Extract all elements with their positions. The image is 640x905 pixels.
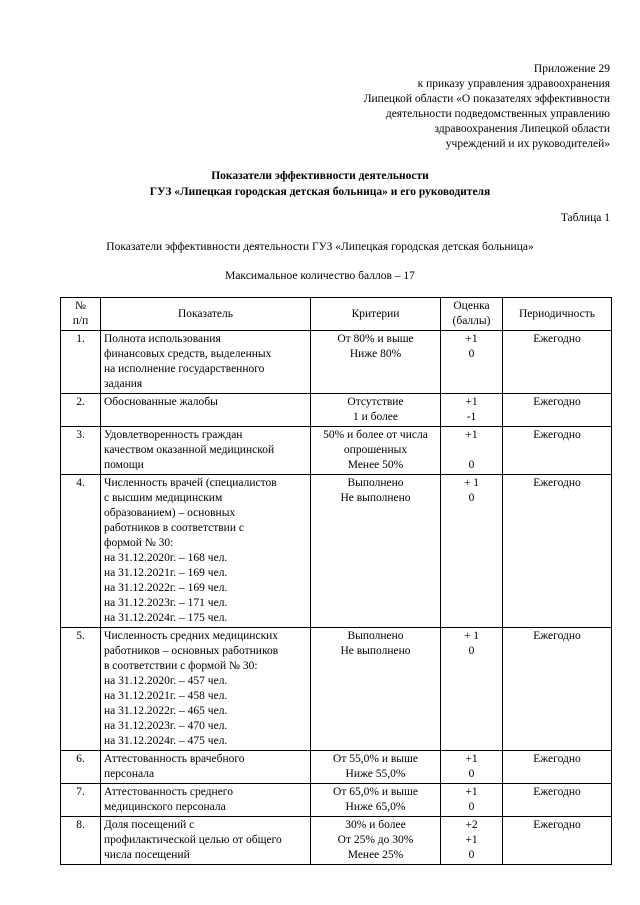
score-line: +1 [465,396,478,408]
criteria-cell [311,751,441,784]
indicator-line: на 31.12.2020г. – 168 чел. [104,552,228,564]
period-cell: Ежегодно [503,628,612,751]
table-row [61,331,612,394]
indicator-line: на 31.12.2023г. – 171 чел. [104,597,228,609]
indicator-cell [101,427,311,475]
table-header-row [61,298,612,331]
criteria-line: От 55,0% и выше [333,753,418,765]
period-cell: Ежегодно [503,427,612,475]
criteria-cell [311,784,441,817]
table-row [61,394,612,427]
score-line: +1 [465,429,478,441]
appendix-header [280,62,610,152]
criteria-line: Не выполнено [340,645,411,657]
score-line: +1 [465,834,478,846]
appendix-line: Липецкой области «О показателях эффективности [363,93,610,105]
score-line [444,443,499,458]
indicator-line: Аттестованность среднего [104,786,233,798]
indicator-line: Удовлетворенность граждан [104,429,243,441]
criteria-cell [311,427,441,475]
score-line: +2 [465,819,478,831]
indicator-line: образованием) – основных [104,507,236,519]
indicator-cell [101,628,311,751]
header-num-line1: № [75,300,86,312]
table-row [61,751,612,784]
indicators-table [60,297,612,865]
indicator-line: качеством оказанной медицинской [104,444,275,456]
score-cell [441,751,503,784]
criteria-line: От 25% до 30% [337,834,414,846]
criteria-line: Менее 50% [347,459,404,471]
indicator-line: Аттестованность врачебного [104,753,245,765]
indicator-line: задания [104,378,143,390]
indicator-line: формой № 30: [104,537,174,549]
period-cell: Ежегодно [503,751,612,784]
criteria-line: Ниже 65,0% [345,801,406,813]
header-num-line2: п/п [72,315,89,327]
indicator-line: финансовых средств, выделенных [104,348,272,360]
indicator-line: на 31.12.2022г. – 169 чел. [104,582,228,594]
appendix-line: учреждений и их руководителей» [445,138,610,150]
criteria-line: Не выполнено [340,492,411,504]
row-number: 3. [61,427,101,475]
max-score: Максимальное количество баллов – 17 [225,270,415,282]
indicator-line: на 31.12.2021г. – 458 чел. [104,690,228,702]
period-cell: Ежегодно [503,475,612,628]
indicator-line: персонала [104,768,155,780]
indicator-line: на 31.12.2024г. – 475 чел. [104,735,228,747]
header-criteria: Критерии [311,298,441,331]
criteria-line: 50% и более от числа [323,429,428,441]
header-score [441,298,503,331]
score-line: + 1 [463,630,480,642]
score-line: + 1 [463,477,480,489]
indicator-line: Полнота использования [104,333,221,345]
score-line: 0 [468,492,475,504]
score-line: +1 [465,753,478,765]
header-period: Периодичность [503,298,612,331]
indicator-line: в соответствии с формой № 30: [104,660,258,672]
score-line: 0 [468,459,475,471]
indicator-line: на 31.12.2021г. – 169 чел. [104,567,228,579]
appendix-line: к приказу управления здравоохранения [417,78,610,90]
row-number: 1. [61,331,101,394]
score-line: 0 [468,849,475,861]
table-row [61,475,612,628]
criteria-line: Менее 25% [347,849,404,861]
indicator-line: числа посещений [104,849,190,861]
indicator-line: на 31.12.2023г. – 470 чел. [104,720,228,732]
row-number: 8. [61,817,101,865]
table-row [61,817,612,865]
indicator-cell [101,394,311,427]
indicator-line: на 31.12.2020г. – 457 чел. [104,675,228,687]
indicator-line: Численность врачей (специалистов [104,477,277,489]
criteria-cell [311,628,441,751]
criteria-cell [311,475,441,628]
header-score-line2: (баллы) [452,315,491,327]
score-cell [441,394,503,427]
criteria-cell [311,817,441,865]
criteria-line: От 80% и выше [337,333,414,345]
score-line: +1 [465,333,478,345]
header-indicator: Показатель [101,298,311,331]
indicator-line: Численность средних медицинских [104,630,279,642]
indicator-line: медицинского персонала [104,801,226,813]
table-row [61,784,612,817]
criteria-line: От 65,0% и выше [333,786,418,798]
appendix-line: деятельности подведомственных управлению [385,108,610,120]
criteria-line: Выполнено [347,477,404,489]
indicator-line: на исполнение государственного [104,363,265,375]
indicator-line: профилактической целью от общего [104,834,282,846]
score-cell [441,331,503,394]
table-row [61,427,612,475]
indicator-cell [101,475,311,628]
indicator-cell [101,331,311,394]
score-line: 0 [468,801,475,813]
criteria-line: Ниже 55,0% [345,768,406,780]
score-line: +1 [465,786,478,798]
title-line-2: ГУЗ «Липецкая городская детская больница» и его руководителя [149,186,491,198]
row-number: 5. [61,628,101,751]
appendix-line: Приложение 29 [533,63,610,75]
indicator-line: Обоснованные жалобы [104,396,218,408]
period-cell: Ежегодно [503,394,612,427]
score-cell [441,817,503,865]
indicator-cell [101,784,311,817]
score-cell [441,427,503,475]
criteria-cell [311,394,441,427]
score-cell [441,628,503,751]
row-number: 4. [61,475,101,628]
criteria-line: Выполнено [347,630,404,642]
indicator-cell [101,817,311,865]
score-cell [441,784,503,817]
criteria-line: Ниже 80% [349,348,402,360]
table-row [61,628,612,751]
indicator-line: Доля посещений с [104,819,195,831]
indicator-line: помощи [104,459,144,471]
score-line: 0 [468,768,475,780]
appendix-line: здравоохранения Липецкой области [434,123,610,135]
indicator-line: с высшим медицинским [104,492,223,504]
criteria-line: 1 и более [352,411,399,423]
score-line: 0 [468,348,475,360]
period-cell: Ежегодно [503,817,612,865]
header-score-line1: Оценка [453,300,490,312]
indicator-line: работников в соответствии с [104,522,244,534]
header-num [61,298,101,331]
indicator-line: работников – основных работников [104,645,279,657]
criteria-line: 30% и более [345,819,406,831]
score-line: 0 [468,645,475,657]
title-line-1: Показатели эффективности деятельности [211,170,429,182]
indicator-cell [101,751,311,784]
row-number: 2. [61,394,101,427]
document-title [0,168,640,200]
indicator-line: на 31.12.2024г. – 175 чел. [104,612,228,624]
criteria-line: опрошенных [343,444,408,456]
row-number: 6. [61,751,101,784]
criteria-line: Отсутствие [347,396,404,408]
period-cell: Ежегодно [503,331,612,394]
criteria-cell [311,331,441,394]
score-cell [441,475,503,628]
table-subtitle: Показатели эффективности деятельности ГУЗ «Липецкая городская детская больница» [106,241,534,253]
indicator-line: на 31.12.2022г. – 465 чел. [104,705,228,717]
row-number: 7. [61,784,101,817]
period-cell: Ежегодно [503,784,612,817]
table-number: Таблица 1 [560,212,610,224]
score-line: -1 [466,411,477,423]
